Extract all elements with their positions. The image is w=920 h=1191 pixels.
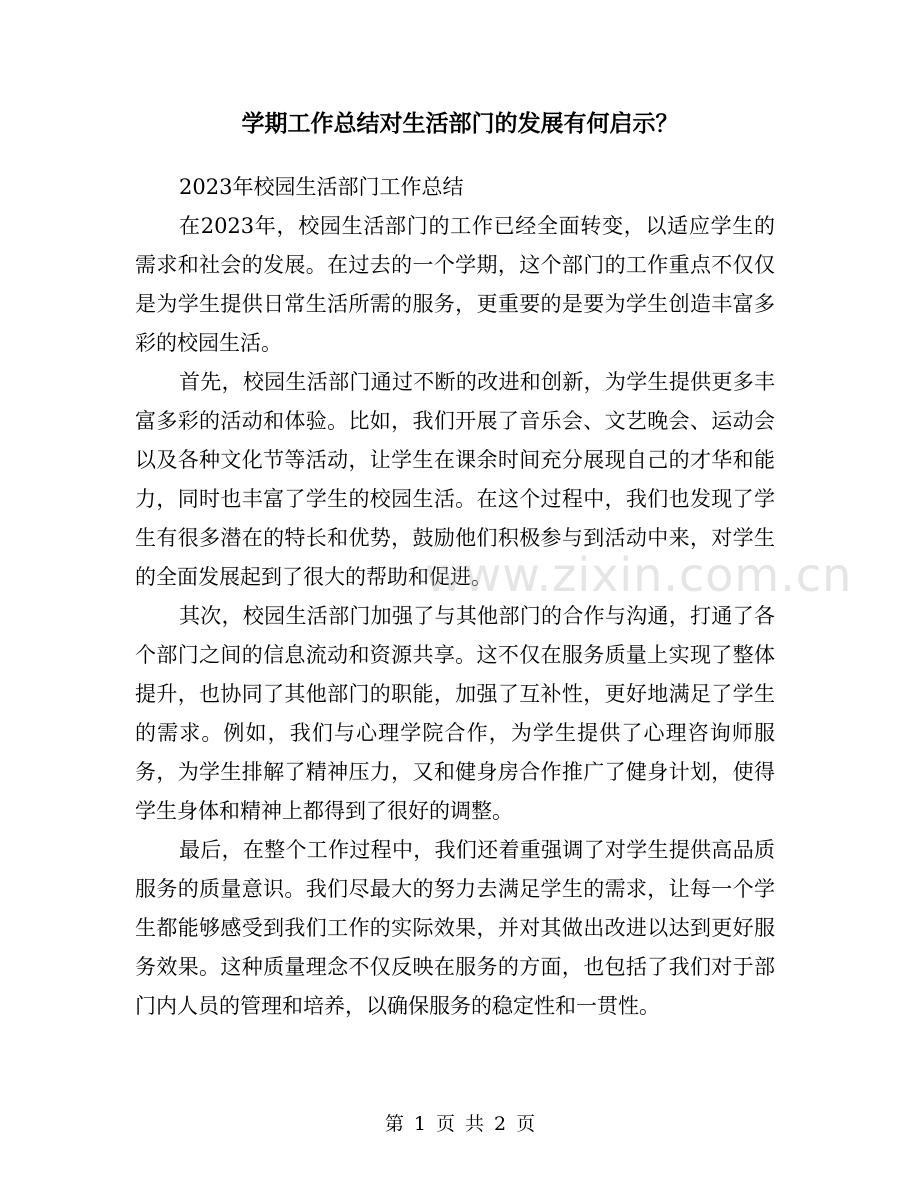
paragraph-second: 其次，校园生活部门加强了与其他部门的合作与沟通，打通了各个部门之间的信息流动和资源共享。这不仅在服务质量上实现了整体提升，也协同了其他部门的职能，加强了互补性，更好地满足了学生的需求。例如，我们与心理学院合作，为学生提供了心理咨询师服务，为学生排解了精神压力，又和健身房合作推广了健身计划，使得学生身体和精神上都得到了很好的调整。 — [135, 604, 775, 823]
page-number-footer: 第 1 页 共 2 页 — [384, 1113, 536, 1135]
document-title: 学期工作总结对生活部门的发展有何启示？ — [241, 111, 679, 137]
watermark: www.zixin.com.cn — [425, 548, 853, 602]
document-subheading: 2023年校园生活部门工作总结 — [179, 175, 464, 199]
paragraph-intro: 在2023年，校园生活部门的工作已经全面转变，以适应学生的需求和社会的发展。在过去的一个学期，这个部门的工作重点不仅仅是为学生提供日常生活所需的服务，更重要的是要为学生创造丰富多彩的校园生活。 — [135, 214, 775, 355]
paragraph-first: 首先，校园生活部门通过不断的改进和创新，为学生提供更多丰富多彩的活动和体验。比如，我们开展了音乐会、文艺晚会、运动会以及各种文化节等活动，让学生在课余时间充分展现自己的才华和能力，同时也丰富了学生的校园生活。在这个过程中，我们也发现了学生有很多潜在的特长和优势，鼓励他们积极参与到活动中来，对学生的全面发展起到了很大的帮助和促进。 — [135, 370, 775, 589]
paragraph-last: 最后，在整个工作过程中，我们还着重强调了对学生提供高品质服务的质量意识。我们尽最大的努力去满足学生的需求，让每一个学生都能够感受到我们工作的实际效果，并对其做出改进以达到更好服务效果。这种质量理念不仅反映在服务的方面，也包括了我们对于部门内人员的管理和培养，以确保服务的稳定性和一贯性。 — [135, 838, 775, 1018]
